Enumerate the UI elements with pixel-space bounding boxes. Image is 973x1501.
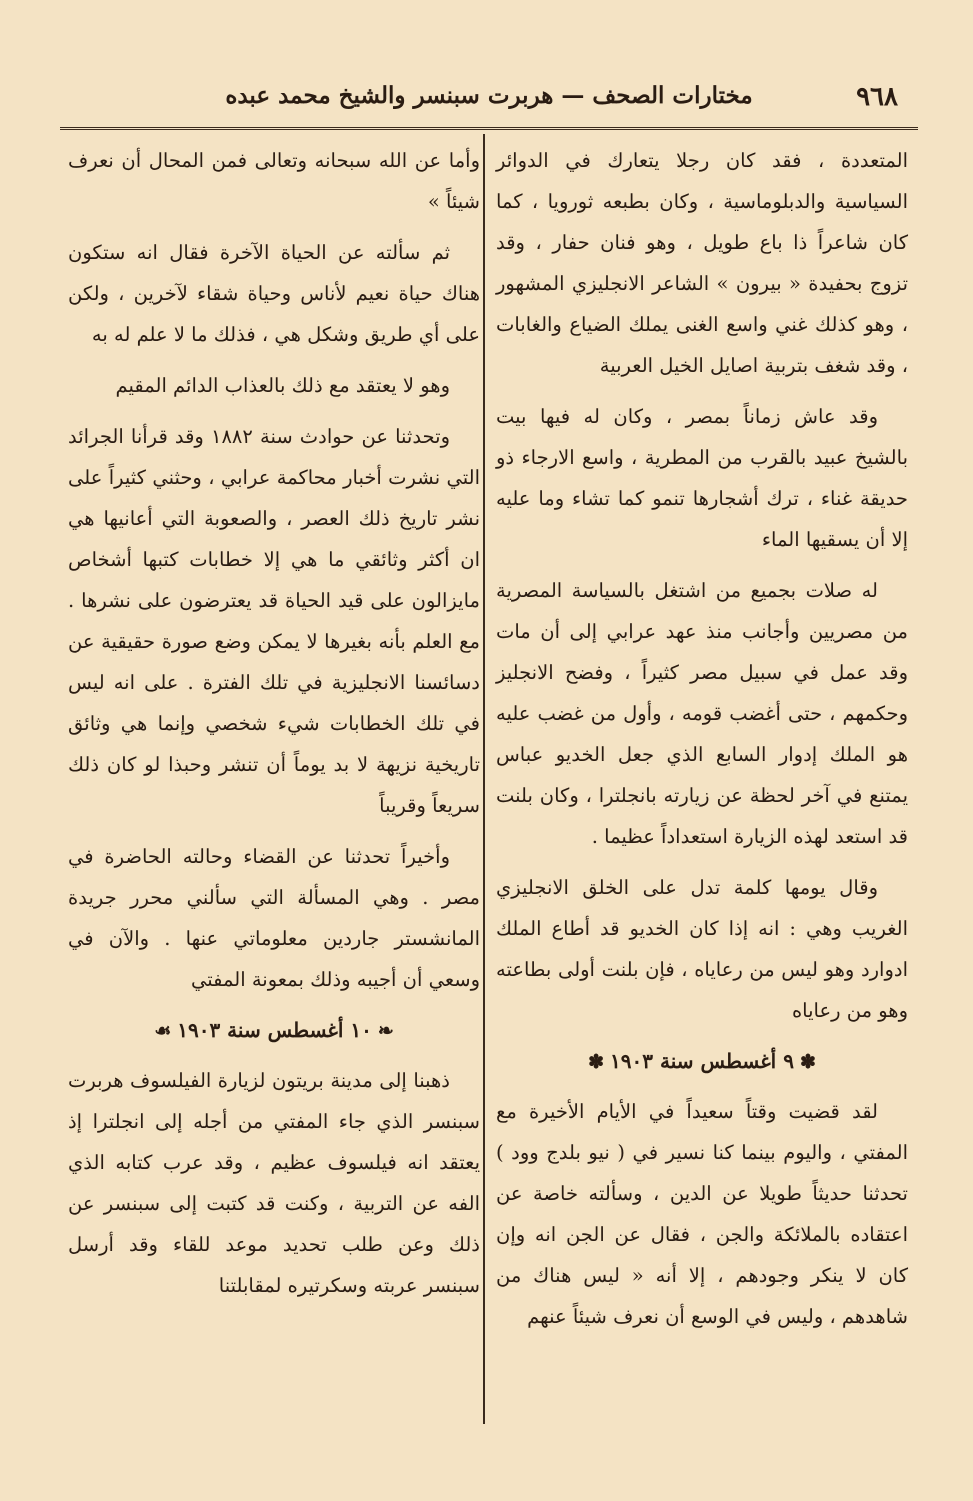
paragraph: وأخيراً تحدثنا عن القضاء وحالته الحاضرة في مصر . وهي المسألة التي سألني محرر جريدة المانشستر جاردين معلوماتي عنها . والآن في وسعي أن أجيبه وذلك بمعونة المفتي: [68, 845, 480, 991]
dateline: [496, 1041, 908, 1083]
ornament-icon: ✽: [799, 1051, 816, 1073]
dateline-text: ١٠ أغسطس سنة ١٩٠٣: [177, 1018, 372, 1042]
paragraph: وتحدثنا عن حوادث سنة ١٨٨٢ وقد قرأنا الجرائد التي نشرت أخبار محاكمة عرابي ، وحثني كثيراً على نشر تاريخ ذلك العصر ، والصعوبة التي أعانيها هي ان أكثر وثائقي ما هي إلا خطابات كتبها أشخاص مايزالون على قيد الحياة قد يعترضون على نشرها . مع العلم بأنه بغيرها لا يمكن وضع صورة حقيقية عن دسائسنا الانجليزية في تلك الفترة . على انه ليس في تلك الخطابات شيء شخصي وإنما هي وثائق تاريخية نزيهة لا بد يوماً أن تنشر وحبذا لو كان ذلك سريعاً وقريباً: [68, 425, 480, 817]
paragraph: له صلات بجميع من اشتغل بالسياسة المصرية من مصريين وأجانب منذ عهد عرابي إلى أن مات وقد عمل في سبيل مصر كثيراً ، وفضح الانجليز وحكمهم ، حتى أغضب قومه ، وأول من غضب عليه هو الملك إدوار السابع الذي جعل الخديو عباس يمتنع في آخر لحظة عن زيارته بانجلترا ، وكان بلنت قد استعد لهذه الزيارة استعداداً عظيما .: [496, 579, 908, 848]
column-divider: [483, 134, 485, 1424]
paragraph: وقد عاش زماناً بمصر ، وكان له فيها بيت بالشيخ عبيد بالقرب من المطرية ، واسع الارجاء ذو حديقة غناء ، ترك أشجارها تنمو كما تشاء وما عليه إلا أن يسقيها الماء: [496, 405, 908, 551]
paragraph: ثم سألته عن الحياة الآخرة فقال انه ستكون هناك حياة نعيم لأناس وحياة شقاء لآخرين ، ولكن على أي طريق وشكل هي ، فذلك ما لا علم له به: [68, 241, 480, 346]
left-column: [68, 140, 480, 1316]
ornament-icon: ☙: [154, 1020, 172, 1042]
paragraph: وهو لا يعتقد مع ذلك بالعذاب الدائم المقيم: [115, 374, 450, 397]
ornament-icon: ✽: [588, 1051, 605, 1073]
dateline-text: ٩ أغسطس سنة ١٩٠٣: [610, 1049, 794, 1073]
right-column: [496, 140, 908, 1347]
ornament-icon: ❧: [377, 1020, 394, 1042]
running-title: مختارات الصحف — هربرت سبنسر والشيخ محمد عبده: [225, 82, 753, 109]
header-rule: [60, 127, 918, 130]
paragraph: وقال يومها كلمة تدل على الخلق الانجليزي الغريب وهي : انه إذا كان الخديو قد أطاع الملك ادوارد وهو ليس من رعاياه ، فإن بلنت أولى بطاعته وهو من رعاياه: [496, 876, 908, 1022]
paragraph: وأما عن الله سبحانه وتعالى فمن المحال أن نعرف شيئاً »: [68, 149, 480, 213]
page-number: ٩٦٨: [856, 82, 898, 112]
page-header: [60, 78, 918, 118]
paragraph: المتعددة ، فقد كان رجلا يتعارك في الدوائر السياسية والدبلوماسية ، وكان بطبعه ثورويا ، كما كان شاعراً ذا باع طويل ، وهو فنان حفار ، وقد تزوج بحفيدة « بيرون » الشاعر الانجليزي المشهور ، وهو كذلك غني واسع الغنى يملك الضياع والغابات ، وقد شغف بتربية اصايل الخيل العربية: [496, 149, 908, 377]
paragraph: لقد قضيت وقتاً سعيداً في الأيام الأخيرة مع المفتي ، واليوم بينما كنا نسير في ( نيو بلدج وود ) تحدثنا حديثاً طويلا عن الدين ، وسألته خاصة عن اعتقاده بالملائكة والجن ، فقال عن الجن انه وإن كان لا ينكر وجودهم ، إلا أنه « ليس هناك من شاهدهم ، وليس في الوسع أن نعرف شيئاً عنهم: [496, 1100, 908, 1328]
dateline: [68, 1010, 480, 1052]
paragraph: ذهبنا إلى مدينة بريتون لزيارة الفيلسوف هربرت سبنسر الذي جاء المفتي من أجله إلى انجلترا إذ يعتقد انه فيلسوف عظيم ، وقد عرب كتابه الذي الفه عن التربية ، وكنت قد كتبت إلى سبنسر عن ذلك وعن طلب تحديد موعد للقاء وقد أرسل سبنسر عربته وسكرتيره لمقابلتنا: [68, 1069, 480, 1297]
